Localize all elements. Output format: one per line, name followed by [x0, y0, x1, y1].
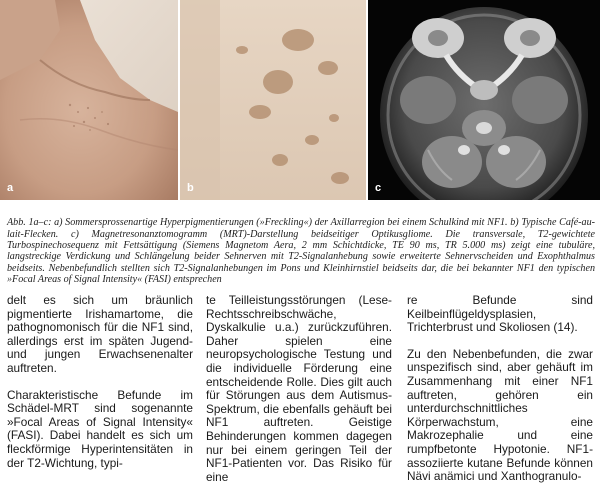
text-column-2	[206, 294, 392, 497]
body-paragraph: delt es sich um bräunlich pigmentierte Irishamartome, die pathognomonisch für die NF1 sind, allerdings erst im späten Jugend- und jungen Erwachsenenalter auftreten.	[7, 293, 193, 375]
figure-panel-c	[368, 0, 600, 200]
text-column-3	[407, 294, 593, 497]
body-paragraph: Zu den Nebenbefunden, die zwar unspezifisch sind, aber gehäuft im Zusammenhang mit einer NF1 auftreten, gehören ein unterdurchschnittliches Körperwachstum, eine Makrozephalie und eine rumpfbetonte Hypotonie. NF1-assoziierte kutane Befunde können Nävi anämici und Xanthogranulo-	[407, 346, 593, 484]
panel-label-b: b	[187, 182, 194, 194]
panel-label-a: a	[7, 182, 14, 194]
figure-panel-b	[180, 0, 366, 200]
text-column-1	[7, 294, 193, 483]
body-paragraph: Charakteristische Befunde im Schädel-MRT sind sogenannte »Focal Areas of Signal Intensity« (FASI). Dabei handelt es sich um fleckförmige Hyperintensitäten in der T2-Wichtung, typi-	[7, 387, 193, 470]
body-paragraph: te Teilleistungsstörungen (Lese-Rechtsschreibschwäche, Dyskalkulie u.a.) zurückzuführen. Daher spielen eine neuropsychologische Testung und die individuelle Förderung eine entscheidende Rolle. Dies gilt auch für Störungen aus dem Autismus-Spektrum, die ebenfalls gehäuft bei NF1 auftreten. Geistige Behinderungen kommen dagegen nur bei einem geringen Teil der NF1-Patienten vor. Das Risiko für eine	[206, 293, 392, 484]
mri-axial-scan	[368, 0, 600, 200]
armpit-photo	[0, 0, 178, 200]
figure-panel-a	[0, 0, 178, 200]
body-paragraph: re Befunde sind Keilbeinflügeldysplasien, Trichterbrust und Skoliosen (14).	[407, 293, 593, 335]
panel-label-c: c	[375, 182, 382, 194]
figure-caption: Abb. 1a–c: a) Sommersprossenartige Hyperpigmentierungen (»Freckling«) der Axillarregion bei einem Schulkind mit NF1. b) Typische Café-au-lait-Flecken. c) Magnetresonanztomogramm (MRT)-Darstellung beidseitiger Optikusgliome. Die transversale, T2-gewichtete Turbospinechosequenz mit Fettsättigung (Siemens Magnetom Aera, 2 mm Schichtdicke, TE 90 ms, TR 5.000 ms) zeigt eine tubuläre, langstreckige Verdickung und Schlängelung beider Sehnerven mit T2-Signalanhebung sowie erweiterte Sehnervscheiden und Exophthalmus beidseits. Nebenbefundlich stellten sich T2-Signalanhebungen im Pons und Kleinhirnstiel beidseits dar, die bei bekannter NF1 den typischen »Focal Areas of Signal Intensity« (FASI) entsprechen	[7, 217, 595, 286]
skin-back-photo	[180, 0, 366, 200]
